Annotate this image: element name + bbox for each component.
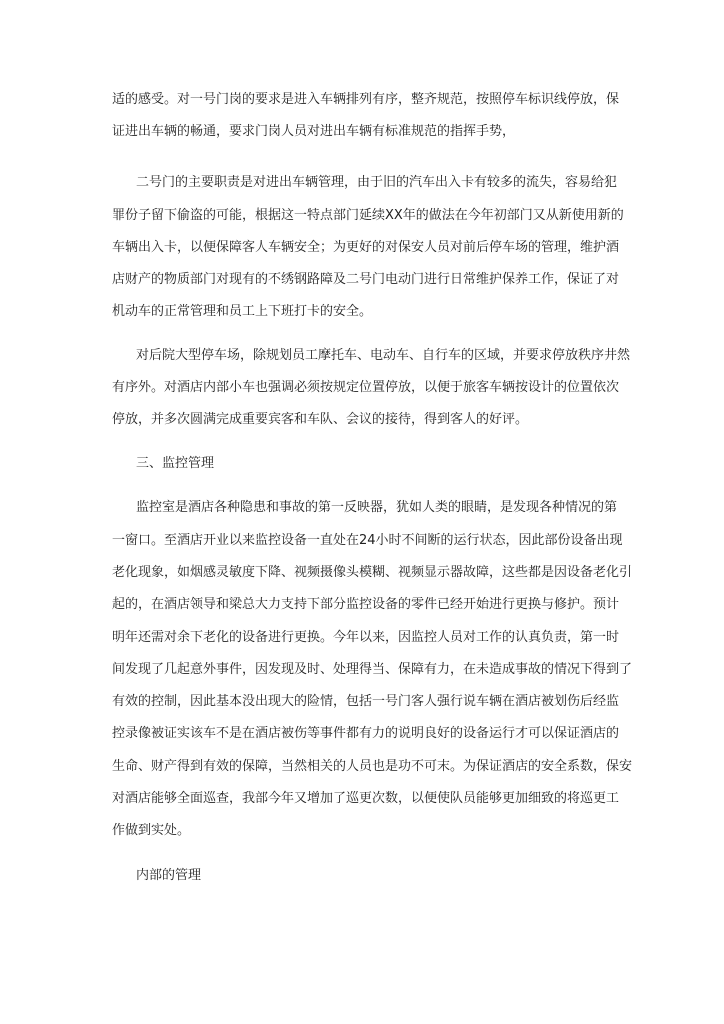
paragraph-line: 车辆出入卡，以便保障客人车辆安全；为更好的对保安人员对前后停车场的管理，维护酒 [112, 240, 620, 255]
paragraph-line: 监控室是酒店各种隐患和事故的第一反映器，犹如人类的眼睛，是发现各种情况的第 [136, 500, 618, 515]
paragraph-line: 对后院大型停车场，除规划员工摩托车、电动车、自行车的区域，并要求停放秩序井然 [136, 348, 631, 363]
paragraph-line: 生命、财产得到有效的保障，当然相关的人员也是功不可末。为保证酒店的安全系数，保安 [112, 759, 633, 774]
paragraph-line: 起的，在酒店领导和梁总大力支持下部分监控设备的零件已经开始进行更换与修护。预计 [112, 597, 620, 612]
paragraph-line: 有序外。对酒店内部小车也强调必须按规定位置停放，以便于旅客车辆按设计的位置依次 [112, 380, 620, 395]
paragraph-line: 间发现了几起意外事件，因发现及时、处理得当、保障有力，在未造成事故的情况下得到了 [112, 662, 633, 677]
paragraph-line: 店财产的物质部门对现有的不绣钢路障及二号门电动门进行日常维护保养工作，保证了对 [112, 272, 620, 287]
section-heading: 三、监控管理 [136, 456, 215, 471]
paragraph-line: 适的感受。对一号门岗的要求是进入车辆排列有序，整齐规范，按照停车标识线停放，保 [112, 92, 620, 107]
paragraph-line: 有效的控制，因此基本没出现大的险情，包括一号门客人强行说车辆在酒店被划伤后经监 [112, 694, 620, 709]
paragraph-line: 二号门的主要职责是对进出车辆管理，由于旧的汽车出入卡有较多的流失，容易给犯 [136, 175, 618, 190]
paragraph-line: 证进出车辆的畅通，要求门岗人员对进出车辆有标准规范的指挥手势， [112, 124, 516, 139]
paragraph-line: 一窗口。至酒店开业以来监控设备一直处在24小时不间断的运行状态，因此部份设备出现 [112, 533, 623, 548]
paragraph-line: 明年还需对余下老化的设备进行更换。今年以来，因监控人员对工作的认真负责，第一时 [112, 630, 620, 645]
paragraph-line: 老化现象，如烟感灵敏度下降、视频摄像头模糊、视频显示器故障，这些都是因设备老化引 [112, 565, 633, 580]
paragraph-line: 作做到实处。 [112, 823, 191, 838]
paragraph-line: 机动车的正常管理和员工上下班打卡的安全。 [112, 304, 373, 319]
paragraph-line: 对酒店能够全面巡查，我部今年又增加了巡更次数，以便使队员能够更加细致的将巡更工 [112, 791, 620, 806]
paragraph-line: 控录像被证实该车不是在酒店被伤等事件都有力的说明良好的设备运行才可以保证酒店的 [112, 726, 620, 741]
paragraph-line: 罪份子留下偷盗的可能，根据这一特点部门延续XX年的做法在今年初部门又从新使用新的 [112, 208, 624, 223]
section-heading: 内部的管理 [136, 868, 202, 883]
paragraph-line: 停放，并多次圆满完成重要宾客和车队、会议的接待，得到客人的好评。 [112, 412, 529, 427]
